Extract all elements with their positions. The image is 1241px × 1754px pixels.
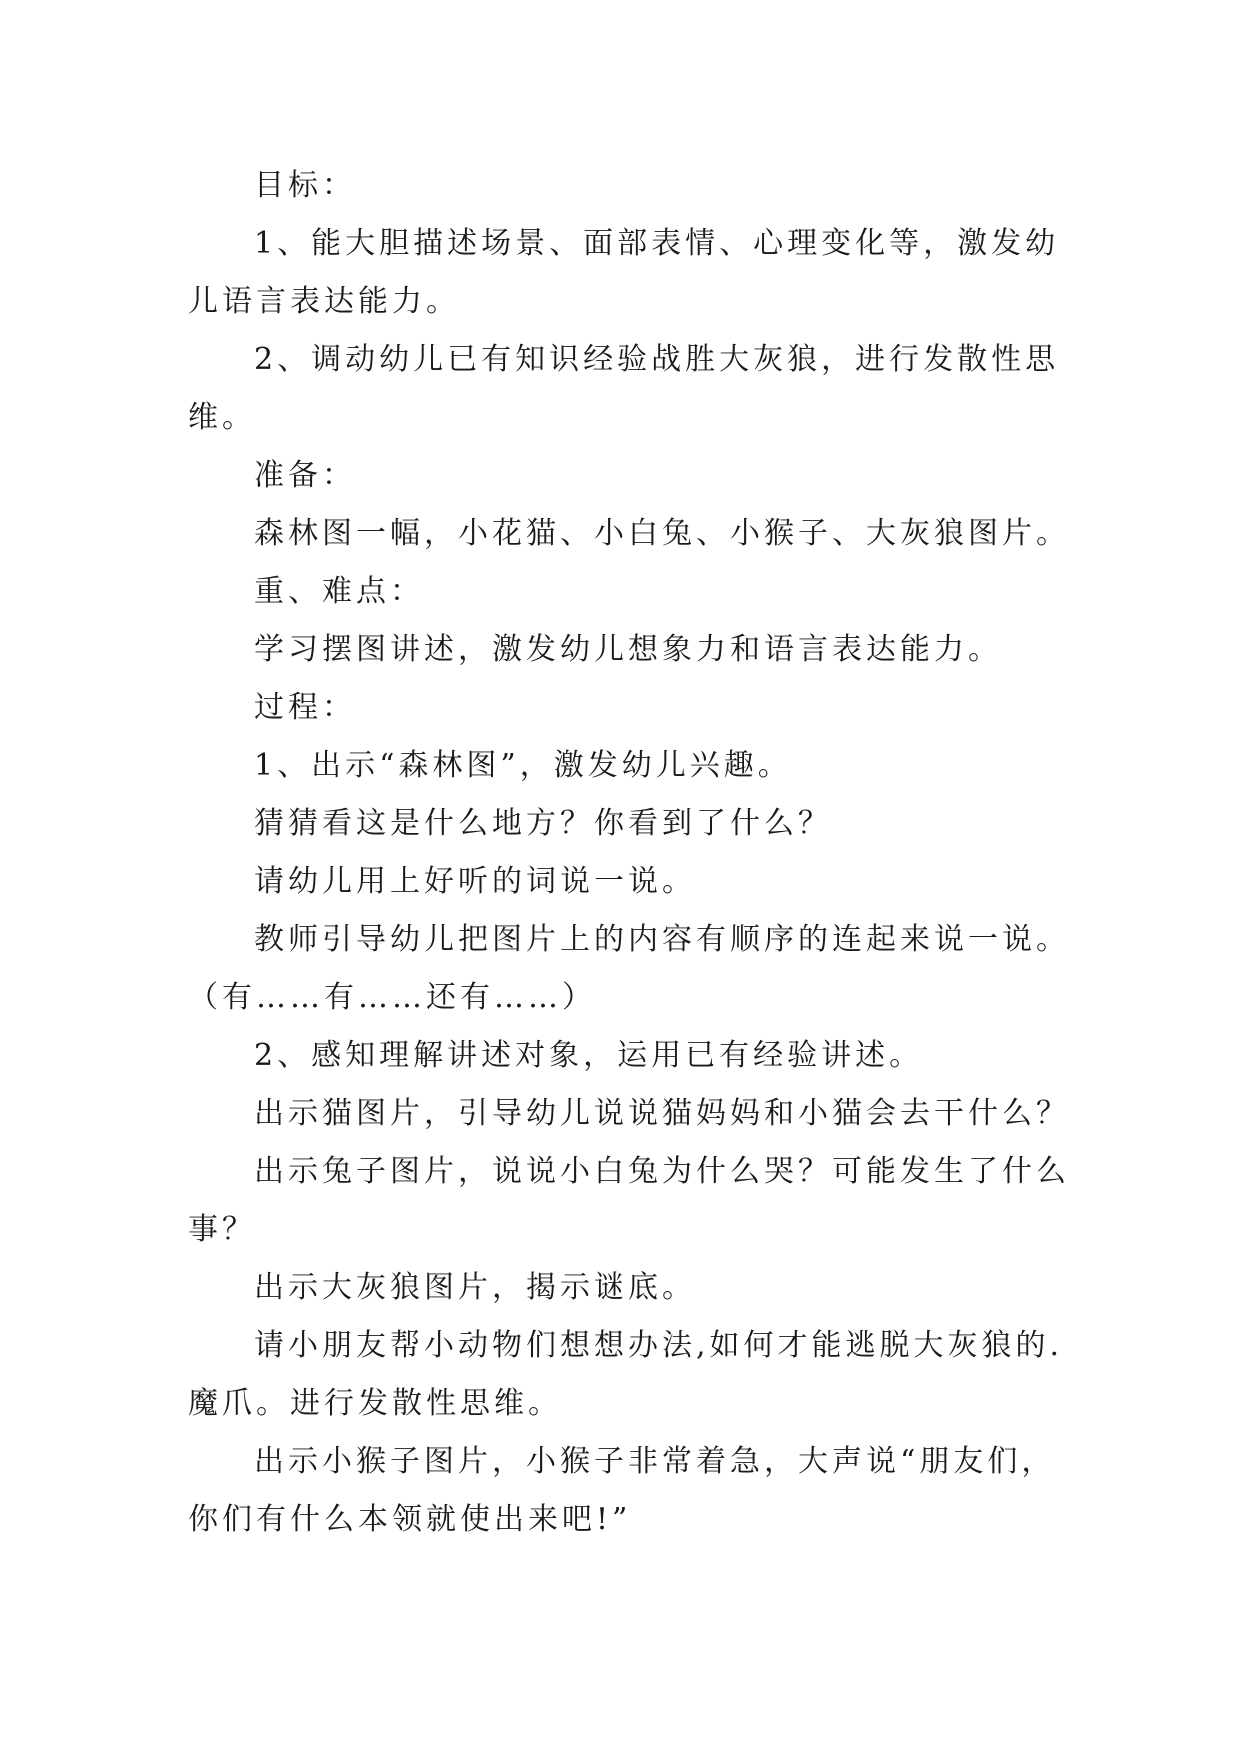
process-cat: 出示猫图片，引导幼儿说说猫妈妈和小猫会去干什么？ [254, 1096, 1070, 1131]
process-monkey-line-1: 出示小猴子图片，小猴子非常着急，大声说“朋友们， [254, 1444, 1056, 1479]
goal-1-line-2: 儿语言表达能力。 [188, 284, 460, 319]
heading-goals: 目标： [254, 168, 356, 203]
key-points-text: 学习摆图讲述，激发幼儿想象力和语言表达能力。 [254, 632, 1002, 667]
goal-2-line-2: 维。 [188, 400, 256, 435]
goal-1-line-1: 1、能大胆描述场景、面部表情、心理变化等，激发幼 [254, 226, 1060, 261]
heading-key-points: 重、难点： [254, 574, 424, 609]
process-help-line-1: 请小朋友帮小动物们想想办法,如何才能逃脱大灰狼的. [254, 1328, 1064, 1363]
process-instruction-2: 教师引导幼儿把图片上的内容有顺序的连起来说一说。 [254, 922, 1070, 957]
process-step-1: 1、出示“森林图”，激发幼儿兴趣。 [254, 748, 792, 783]
preparation-text: 森林图一幅，小花猫、小白兔、小猴子、大灰狼图片。 [254, 516, 1070, 551]
process-rabbit-line-1: 出示兔子图片，说说小白兔为什么哭？可能发生了什么 [254, 1154, 1070, 1189]
process-monkey-line-2: 你们有什么本领就使出来吧!” [188, 1502, 632, 1537]
process-instruction-1: 请幼儿用上好听的词说一说。 [254, 864, 696, 899]
process-wolf: 出示大灰狼图片，揭示谜底。 [254, 1270, 696, 1305]
process-step-2: 2、感知理解讲述对象，运用已有经验讲述。 [254, 1038, 924, 1073]
process-pattern: （有……有……还有……） [188, 980, 596, 1015]
goal-2-line-1: 2、调动幼儿已有知识经验战胜大灰狼，进行发散性思 [254, 342, 1060, 377]
heading-preparation: 准备： [254, 458, 356, 493]
process-help-line-2: 魔爪。进行发散性思维。 [188, 1386, 562, 1421]
process-question-1: 猜猜看这是什么地方？你看到了什么？ [254, 806, 832, 841]
process-rabbit-line-2: 事？ [188, 1212, 256, 1247]
heading-process: 过程： [254, 690, 356, 725]
